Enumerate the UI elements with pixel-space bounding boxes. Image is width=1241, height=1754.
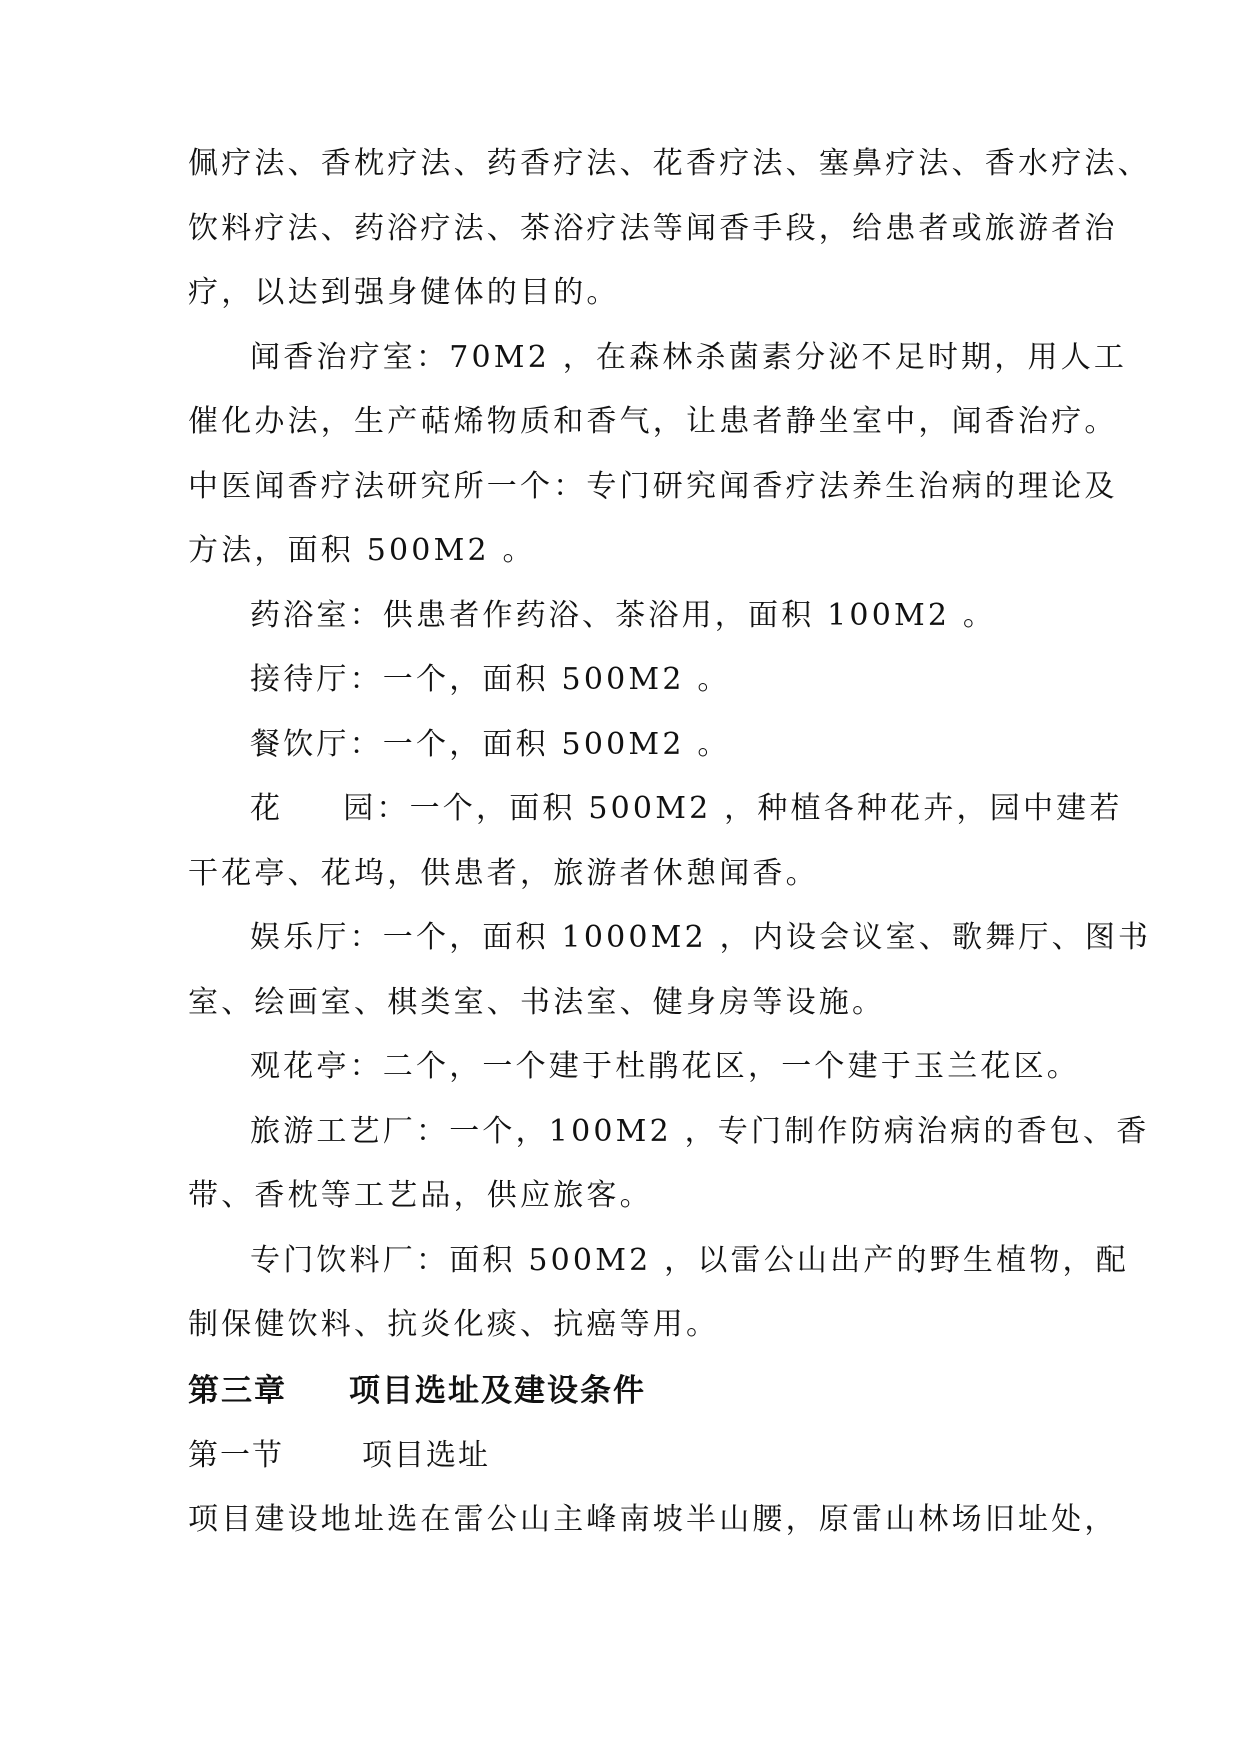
body-line: 方法，面积 500M2 。 [188,533,536,568]
paragraph-garden [188,777,1123,842]
body-line-site-location: 项目建设地址选在雷公山主峰南坡半山腰，原雷山林场旧址处， [188,1501,1118,1537]
body-line: 制保健饮料、抗炎化痰、抗癌等用。 [188,1307,720,1342]
body-line: 室、绘画室、棋类室、书法室、健身房等设施。 [188,984,886,1020]
body-line: 佩疗法、香枕疗法、药香疗法、花香疗法、塞鼻疗法、香水疗法、 [188,146,1151,181]
section-title: 项目选址 [362,1437,490,1473]
body-line: 催化办法，生产萜烯物质和香气，让患者静坐室中，闻香治疗。 [188,404,1118,439]
body-line: 中医闻香疗法研究所一个：专门研究闻香疗法养生治病的理论及 [188,468,1118,504]
section-number: 第一节 [188,1437,284,1473]
body-line: 疗，以达到强身健体的目的。 [188,275,620,310]
garden-label-char-1: 花 [250,791,284,826]
paragraph-medicinal-bath: 药浴室：供患者作药浴、茶浴用，面积 100M2 。 [250,597,997,633]
chapter-number: 第三章 [188,1372,287,1409]
paragraph-craft-factory: 旅游工艺厂：一个，100M2 ，专门制作防病治病的香包、香 [250,1113,1150,1149]
section-heading [188,1424,1068,1488]
paragraph-reception-hall: 接待厅：一个，面积 500M2 。 [250,662,731,697]
paragraph-flower-pavilion: 观花亭：二个，一个建于杜鹃花区，一个建于玉兰花区。 [250,1049,1080,1084]
page-content [188,132,1152,1552]
body-line: 饮料疗法、药浴疗法、茶浴疗法等闻香手段，给患者或旅游者治 [188,210,1118,246]
garden-line-text: 园：一个，面积 500M2 ，种植各种花卉，园中建若 [343,791,1123,826]
body-line: 干花亭、花坞，供患者，旅游者休憩闻香。 [188,855,819,891]
chapter-heading [188,1358,1068,1424]
paragraph-beverage-factory: 专门饮料厂：面积 500M2 ，以雷公山出产的野生植物，配 [250,1242,1129,1278]
paragraph-fragrance-therapy-room: 闻香治疗室：70M2 ，在森林杀菌素分泌不足时期，用人工 [250,339,1128,375]
body-line: 带、香枕等工艺品，供应旅客。 [188,1178,653,1213]
chapter-title: 项目选址及建设条件 [349,1372,646,1409]
paragraph-dining-hall: 餐饮厅：一个，面积 500M2 。 [250,726,731,762]
paragraph-entertainment-hall: 娱乐厅：一个，面积 1000M2 ，内设会议室、歌舞厅、图书 [250,920,1152,955]
